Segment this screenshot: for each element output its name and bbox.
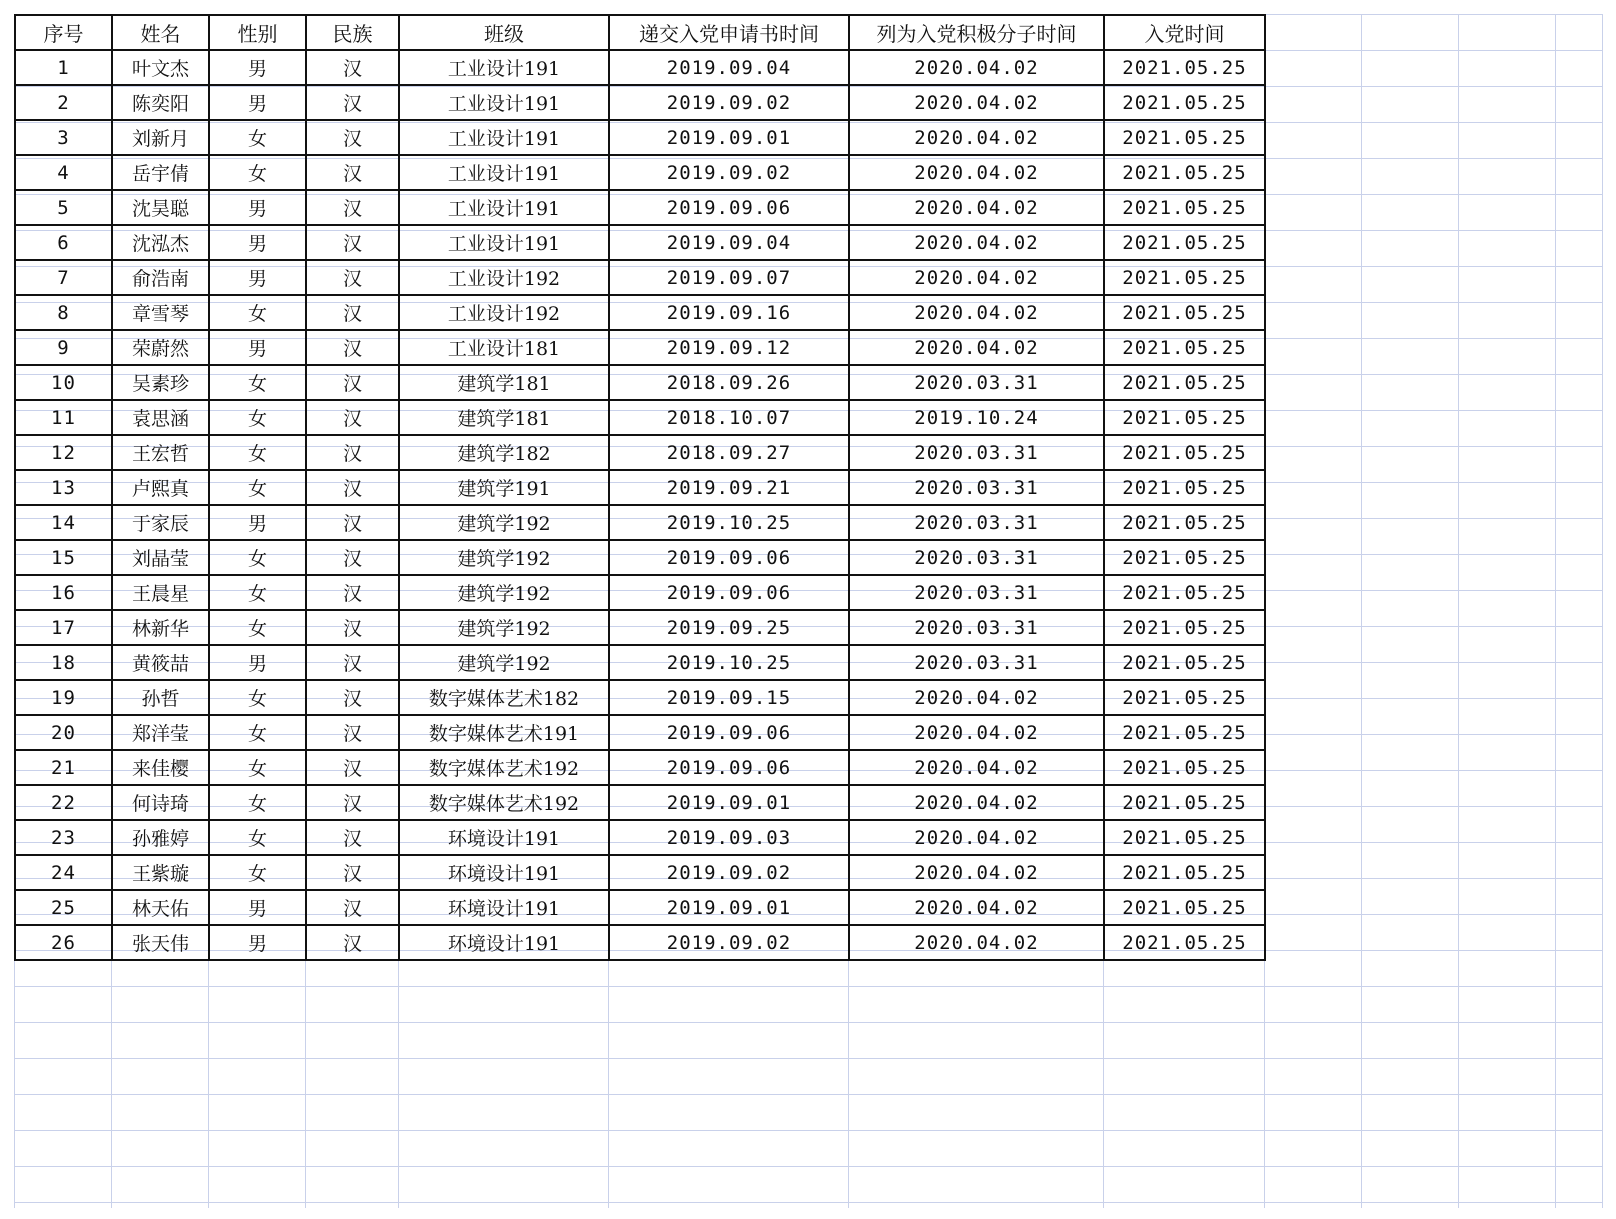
cell-activist-date[interactable]: 2020.03.31 [849,610,1104,645]
cell-class[interactable]: 建筑学182 [399,435,609,470]
table-row [15,855,1265,890]
cell-application-date[interactable]: 2019.09.21 [609,470,849,505]
cell-gender[interactable]: 女 [209,470,306,505]
cell-class[interactable]: 环境设计191 [399,820,609,855]
cell-activist-date[interactable]: 2020.04.02 [849,50,1104,85]
cell-name[interactable]: 刘晶莹 [112,540,209,575]
cell-index[interactable]: 23 [15,820,112,855]
cell-ethnicity[interactable]: 汉 [306,120,399,155]
cell-name[interactable]: 叶文杰 [112,50,209,85]
cell-ethnicity[interactable]: 汉 [306,330,399,365]
cell-join-date[interactable]: 2021.05.25 [1104,925,1265,960]
cell-class[interactable]: 建筑学192 [399,645,609,680]
cell-join-date[interactable]: 2021.05.25 [1104,610,1265,645]
cell-ethnicity[interactable]: 汉 [306,645,399,680]
cell-name[interactable]: 于家辰 [112,505,209,540]
cell-join-date[interactable]: 2021.05.25 [1104,50,1265,85]
cell-activist-date[interactable]: 2020.04.02 [849,155,1104,190]
cell-activist-date[interactable]: 2020.03.31 [849,645,1104,680]
cell-ethnicity[interactable]: 汉 [306,260,399,295]
cell-ethnicity[interactable]: 汉 [306,435,399,470]
cell-ethnicity[interactable]: 汉 [306,680,399,715]
cell-class[interactable]: 工业设计191 [399,85,609,120]
cell-index[interactable]: 18 [15,645,112,680]
cell-join-date[interactable]: 2021.05.25 [1104,820,1265,855]
cell-class[interactable]: 工业设计181 [399,330,609,365]
table-row [15,575,1265,610]
gridline [14,1022,1603,1023]
cell-join-date[interactable]: 2021.05.25 [1104,540,1265,575]
cell-application-date[interactable]: 2019.09.06 [609,575,849,610]
cell-gender[interactable]: 女 [209,295,306,330]
cell-ethnicity[interactable]: 汉 [306,505,399,540]
cell-activist-date[interactable]: 2020.04.02 [849,715,1104,750]
cell-index[interactable]: 26 [15,925,112,960]
cell-gender[interactable]: 男 [209,260,306,295]
cell-class[interactable]: 工业设计192 [399,260,609,295]
cell-ethnicity[interactable]: 汉 [306,715,399,750]
cell-ethnicity[interactable]: 汉 [306,295,399,330]
cell-index[interactable]: 3 [15,120,112,155]
cell-activist-date[interactable]: 2020.03.31 [849,540,1104,575]
cell-class[interactable]: 数字媒体艺术192 [399,750,609,785]
table-row [15,330,1265,365]
cell-join-date[interactable]: 2021.05.25 [1104,155,1265,190]
cell-application-date[interactable]: 2019.09.02 [609,925,849,960]
cell-index[interactable]: 20 [15,715,112,750]
cell-gender[interactable]: 女 [209,680,306,715]
cell-gender[interactable]: 女 [209,155,306,190]
cell-index[interactable]: 14 [15,505,112,540]
cell-gender[interactable]: 男 [209,190,306,225]
cell-gender[interactable]: 女 [209,610,306,645]
gridline [14,1166,1603,1167]
cell-application-date[interactable]: 2019.09.25 [609,610,849,645]
table-row [15,505,1265,540]
cell-ethnicity[interactable]: 汉 [306,890,399,925]
cell-gender[interactable]: 女 [209,540,306,575]
spreadsheet-area [14,14,1603,1208]
cell-name[interactable]: 王宏哲 [112,435,209,470]
cell-ethnicity[interactable]: 汉 [306,470,399,505]
cell-index[interactable]: 9 [15,330,112,365]
table-row [15,225,1265,260]
cell-index[interactable]: 21 [15,750,112,785]
cell-application-date[interactable]: 2018.09.27 [609,435,849,470]
cell-ethnicity[interactable]: 汉 [306,85,399,120]
cell-gender[interactable]: 男 [209,645,306,680]
cell-application-date[interactable]: 2019.09.01 [609,785,849,820]
cell-application-date[interactable]: 2018.09.26 [609,365,849,400]
cell-gender[interactable]: 女 [209,435,306,470]
gridline [14,1202,1603,1203]
cell-name[interactable]: 郑洋莹 [112,715,209,750]
cell-application-date[interactable]: 2019.09.06 [609,190,849,225]
cell-activist-date[interactable]: 2020.04.02 [849,785,1104,820]
table-row [15,645,1265,680]
cell-class[interactable]: 建筑学192 [399,540,609,575]
cell-join-date[interactable]: 2021.05.25 [1104,400,1265,435]
header-class[interactable]: 班级 [399,15,609,50]
cell-activist-date[interactable]: 2020.03.31 [849,435,1104,470]
cell-class[interactable]: 工业设计191 [399,190,609,225]
cell-join-date[interactable]: 2021.05.25 [1104,330,1265,365]
table-row [15,820,1265,855]
cell-application-date[interactable]: 2019.09.04 [609,50,849,85]
cell-application-date[interactable]: 2018.10.07 [609,400,849,435]
cell-class[interactable]: 建筑学191 [399,470,609,505]
cell-index[interactable]: 13 [15,470,112,505]
cell-gender[interactable]: 男 [209,225,306,260]
cell-application-date[interactable]: 2019.09.06 [609,540,849,575]
cell-activist-date[interactable]: 2020.04.02 [849,190,1104,225]
cell-application-date[interactable]: 2019.09.02 [609,155,849,190]
cell-index[interactable]: 19 [15,680,112,715]
cell-index[interactable]: 17 [15,610,112,645]
cell-application-date[interactable]: 2019.09.02 [609,85,849,120]
cell-index[interactable]: 1 [15,50,112,85]
cell-name[interactable]: 黄筱喆 [112,645,209,680]
cell-activist-date[interactable]: 2020.04.02 [849,120,1104,155]
cell-name[interactable]: 俞浩南 [112,260,209,295]
cell-index[interactable]: 15 [15,540,112,575]
cell-join-date[interactable]: 2021.05.25 [1104,890,1265,925]
cell-ethnicity[interactable]: 汉 [306,820,399,855]
cell-activist-date[interactable]: 2020.04.02 [849,225,1104,260]
cell-name[interactable]: 沈昊聪 [112,190,209,225]
cell-ethnicity[interactable]: 汉 [306,750,399,785]
cell-application-date[interactable]: 2019.09.03 [609,820,849,855]
cell-ethnicity[interactable]: 汉 [306,155,399,190]
cell-join-date[interactable]: 2021.05.25 [1104,120,1265,155]
cell-application-date[interactable]: 2019.09.06 [609,715,849,750]
table-row [15,400,1265,435]
table-row [15,470,1265,505]
cell-activist-date[interactable]: 2020.04.02 [849,820,1104,855]
cell-name[interactable]: 林新华 [112,610,209,645]
cell-name[interactable]: 何诗琦 [112,785,209,820]
cell-application-date[interactable]: 2019.09.16 [609,295,849,330]
cell-gender[interactable]: 男 [209,85,306,120]
cell-gender[interactable]: 女 [209,785,306,820]
cell-gender[interactable]: 女 [209,120,306,155]
cell-gender[interactable]: 女 [209,365,306,400]
cell-activist-date[interactable]: 2020.04.02 [849,680,1104,715]
member-table [14,14,1266,961]
cell-join-date[interactable]: 2021.05.25 [1104,680,1265,715]
cell-activist-date[interactable]: 2019.10.24 [849,400,1104,435]
cell-join-date[interactable]: 2021.05.25 [1104,645,1265,680]
cell-name[interactable]: 荣蔚然 [112,330,209,365]
cell-join-date[interactable]: 2021.05.25 [1104,750,1265,785]
table-row [15,365,1265,400]
cell-join-date[interactable]: 2021.05.25 [1104,785,1265,820]
cell-join-date[interactable]: 2021.05.25 [1104,225,1265,260]
cell-activist-date[interactable]: 2020.03.31 [849,470,1104,505]
cell-gender[interactable]: 男 [209,330,306,365]
cell-name[interactable]: 岳宇倩 [112,155,209,190]
cell-activist-date[interactable]: 2020.04.02 [849,855,1104,890]
table-row [15,260,1265,295]
cell-join-date[interactable]: 2021.05.25 [1104,435,1265,470]
table-row [15,890,1265,925]
cell-activist-date[interactable]: 2020.04.02 [849,260,1104,295]
cell-class[interactable]: 数字媒体艺术191 [399,715,609,750]
cell-index[interactable]: 8 [15,295,112,330]
cell-gender[interactable]: 男 [209,890,306,925]
cell-index[interactable]: 11 [15,400,112,435]
cell-name[interactable]: 来佳樱 [112,750,209,785]
cell-gender[interactable]: 男 [209,50,306,85]
cell-activist-date[interactable]: 2020.04.02 [849,750,1104,785]
cell-join-date[interactable]: 2021.05.25 [1104,365,1265,400]
cell-index[interactable]: 12 [15,435,112,470]
cell-name[interactable]: 吴素珍 [112,365,209,400]
table-row [15,715,1265,750]
cell-name[interactable]: 张天伟 [112,925,209,960]
cell-index[interactable]: 10 [15,365,112,400]
cell-activist-date[interactable]: 2020.03.31 [849,575,1104,610]
cell-ethnicity[interactable]: 汉 [306,575,399,610]
cell-ethnicity[interactable]: 汉 [306,785,399,820]
cell-gender[interactable]: 女 [209,855,306,890]
table-row [15,785,1265,820]
cell-activist-date[interactable]: 2020.04.02 [849,330,1104,365]
table-row [15,50,1265,85]
cell-ethnicity[interactable]: 汉 [306,225,399,260]
cell-gender[interactable]: 女 [209,575,306,610]
cell-application-date[interactable]: 2019.09.01 [609,120,849,155]
cell-join-date[interactable]: 2021.05.25 [1104,505,1265,540]
header-join-date[interactable]: 入党时间 [1104,15,1265,50]
cell-ethnicity[interactable]: 汉 [306,190,399,225]
table-row [15,190,1265,225]
cell-ethnicity[interactable]: 汉 [306,610,399,645]
cell-name[interactable]: 王紫璇 [112,855,209,890]
gridline [14,1094,1603,1095]
table-row [15,295,1265,330]
cell-application-date[interactable]: 2019.09.15 [609,680,849,715]
table-row [15,750,1265,785]
cell-class[interactable]: 环境设计191 [399,925,609,960]
cell-index[interactable]: 6 [15,225,112,260]
gridline [14,1130,1603,1131]
cell-gender[interactable]: 女 [209,750,306,785]
cell-class[interactable]: 工业设计191 [399,155,609,190]
cell-ethnicity[interactable]: 汉 [306,400,399,435]
table-row [15,155,1265,190]
cell-name[interactable]: 刘新月 [112,120,209,155]
cell-class[interactable]: 建筑学181 [399,365,609,400]
cell-name[interactable]: 沈泓杰 [112,225,209,260]
cell-class[interactable]: 数字媒体艺术182 [399,680,609,715]
cell-class[interactable]: 建筑学192 [399,505,609,540]
cell-gender[interactable]: 男 [209,925,306,960]
cell-gender[interactable]: 女 [209,715,306,750]
cell-class[interactable]: 工业设计191 [399,50,609,85]
table-row [15,85,1265,120]
cell-name[interactable]: 袁思涵 [112,400,209,435]
cell-name[interactable]: 章雪琴 [112,295,209,330]
cell-application-date[interactable]: 2019.09.04 [609,225,849,260]
cell-application-date[interactable]: 2019.09.07 [609,260,849,295]
cell-index[interactable]: 22 [15,785,112,820]
cell-name[interactable]: 孙哲 [112,680,209,715]
cell-ethnicity[interactable]: 汉 [306,540,399,575]
table-row [15,435,1265,470]
cell-index[interactable]: 2 [15,85,112,120]
cell-application-date[interactable]: 2019.10.25 [609,505,849,540]
cell-name[interactable]: 孙雅婷 [112,820,209,855]
cell-join-date[interactable]: 2021.05.25 [1104,855,1265,890]
cell-application-date[interactable]: 2019.10.25 [609,645,849,680]
cell-class[interactable]: 工业设计192 [399,295,609,330]
table-row [15,540,1265,575]
cell-activist-date[interactable]: 2020.03.31 [849,505,1104,540]
cell-name[interactable]: 卢熙真 [112,470,209,505]
cell-class[interactable]: 建筑学181 [399,400,609,435]
cell-ethnicity[interactable]: 汉 [306,50,399,85]
cell-activist-date[interactable]: 2020.03.31 [849,365,1104,400]
cell-name[interactable]: 王晨星 [112,575,209,610]
cell-application-date[interactable]: 2019.09.02 [609,855,849,890]
cell-gender[interactable]: 女 [209,820,306,855]
cell-index[interactable]: 4 [15,155,112,190]
cell-name[interactable]: 陈奕阳 [112,85,209,120]
cell-application-date[interactable]: 2019.09.12 [609,330,849,365]
cell-index[interactable]: 25 [15,890,112,925]
cell-class[interactable]: 建筑学192 [399,610,609,645]
cell-class[interactable]: 工业设计191 [399,120,609,155]
gridline [14,986,1603,987]
cell-join-date[interactable]: 2021.05.25 [1104,470,1265,505]
header-name[interactable]: 姓名 [112,15,209,50]
header-index[interactable]: 序号 [15,15,112,50]
cell-index[interactable]: 24 [15,855,112,890]
cell-application-date[interactable]: 2019.09.06 [609,750,849,785]
cell-activist-date[interactable]: 2020.04.02 [849,925,1104,960]
cell-index[interactable]: 7 [15,260,112,295]
header-gender[interactable]: 性别 [209,15,306,50]
table-row [15,680,1265,715]
cell-activist-date[interactable]: 2020.04.02 [849,890,1104,925]
cell-gender[interactable]: 女 [209,400,306,435]
cell-join-date[interactable]: 2021.05.25 [1104,85,1265,120]
cell-join-date[interactable]: 2021.05.25 [1104,295,1265,330]
cell-index[interactable]: 5 [15,190,112,225]
cell-join-date[interactable]: 2021.05.25 [1104,715,1265,750]
gridline [14,1058,1603,1059]
cell-application-date[interactable]: 2019.09.01 [609,890,849,925]
cell-class[interactable]: 环境设计191 [399,855,609,890]
cell-join-date[interactable]: 2021.05.25 [1104,260,1265,295]
cell-activist-date[interactable]: 2020.04.02 [849,85,1104,120]
header-application-date[interactable]: 递交入党申请书时间 [609,15,849,50]
cell-activist-date[interactable]: 2020.04.02 [849,295,1104,330]
table-row [15,925,1265,960]
header-activist-date[interactable]: 列为入党积极分子时间 [849,15,1104,50]
header-ethnicity[interactable]: 民族 [306,15,399,50]
cell-name[interactable]: 林天佑 [112,890,209,925]
cell-ethnicity[interactable]: 汉 [306,925,399,960]
cell-class[interactable]: 环境设计191 [399,890,609,925]
cell-index[interactable]: 16 [15,575,112,610]
cell-ethnicity[interactable]: 汉 [306,855,399,890]
header-row [15,15,1265,50]
cell-join-date[interactable]: 2021.05.25 [1104,190,1265,225]
cell-class[interactable]: 建筑学192 [399,575,609,610]
table-row [15,610,1265,645]
cell-class[interactable]: 数字媒体艺术192 [399,785,609,820]
table-row [15,120,1265,155]
cell-join-date[interactable]: 2021.05.25 [1104,575,1265,610]
cell-ethnicity[interactable]: 汉 [306,365,399,400]
cell-class[interactable]: 工业设计191 [399,225,609,260]
cell-gender[interactable]: 男 [209,505,306,540]
